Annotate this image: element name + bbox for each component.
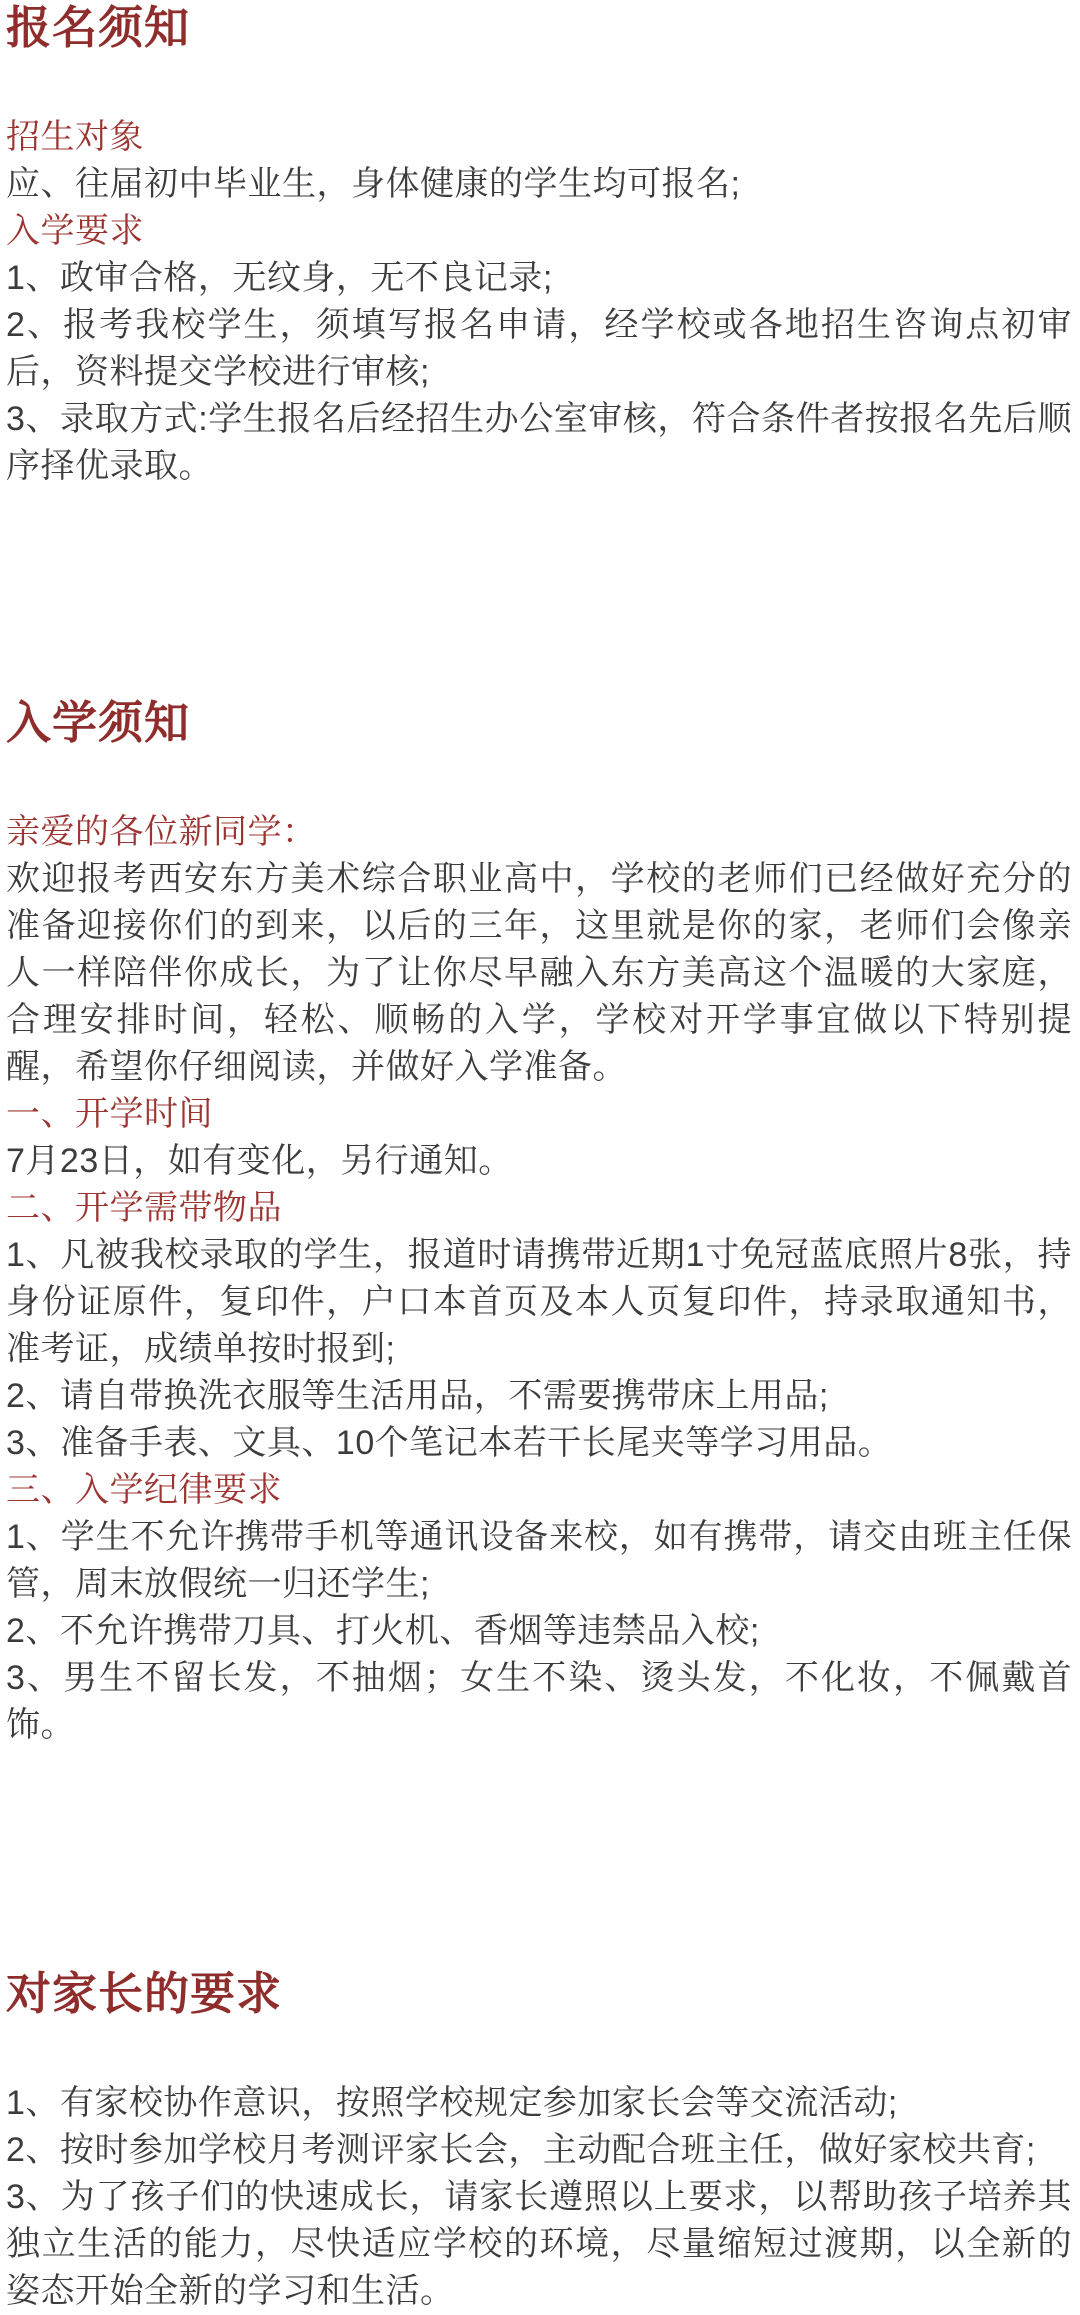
- subheading-items-to-bring: 二、开学需带物品: [6, 1189, 282, 1227]
- notice-line: 2、请自带换洗衣服等生活用品，不需要携带床上用品;: [6, 1377, 829, 1415]
- subheading-dear-students: 亲爱的各位新同学：: [6, 813, 317, 851]
- enrollment-notice-content: [6, 809, 1072, 1749]
- section-parent-requirements: [6, 1970, 1072, 2315]
- subheading-discipline-requirements: 三、入学纪律要求: [6, 1471, 282, 1509]
- notice-line: 3、为了孩子们的快速成长，请家长遵照以上要求，以帮助孩子培养其独立生活的能力，尽快适应学校的环境，尽量缩短过渡期，以全新的姿态开始全新的学习和生活。: [6, 2178, 1072, 2310]
- notice-line: 1、有家校协作意识，按照学校规定参加家长会等交流活动;: [6, 2084, 898, 2122]
- section-enrollment-notice: [6, 699, 1072, 1749]
- notice-line: 7月23日，如有变化，另行通知。: [6, 1142, 513, 1180]
- notice-line: 2、按时参加学校月考测评家长会，主动配合班主任，做好家校共育;: [6, 2131, 1036, 2169]
- notice-line: 1、学生不允许携带手机等通讯设备来校，如有携带，请交由班主任保管，周末放假统一归还学生;: [6, 1518, 1072, 1603]
- notice-line: 2、不允许携带刀具、打火机、香烟等违禁品入校;: [6, 1612, 760, 1650]
- parent-requirements-content: [6, 2080, 1072, 2315]
- notice-line: 2、报考我校学生，须填写报名申请，经学校或各地招生咨询点初审后，资料提交学校进行审核;: [6, 306, 1072, 391]
- notice-line: 欢迎报考西安东方美术综合职业高中，学校的老师们已经做好充分的准备迎接你们的到来，以后的三年，这里就是你的家，老师们会像亲人一样陪伴你成长，为了让你尽早融入东方美高这个温暖的大家庭，合理安排时间，轻松、顺畅的入学，学校对开学事宜做以下特别提醒，希望你仔细阅读，并做好入学准备。: [6, 860, 1072, 1086]
- notice-line: 3、男生不留长发，不抽烟；女生不染、烫头发，不化妆，不佩戴首饰。: [6, 1659, 1072, 1744]
- subheading-admission-requirements: 入学要求: [6, 212, 144, 250]
- registration-notice-content: [6, 114, 1072, 490]
- registration-notice-title: 报名须知: [6, 2, 191, 53]
- section-registration-notice: [6, 4, 1072, 490]
- notice-line: 应、往届初中毕业生，身体健康的学生均可报名;: [6, 165, 741, 203]
- notice-line: 3、录取方式:学生报名后经招生办公室审核，符合条件者按报名先后顺序择优录取。: [6, 400, 1072, 485]
- notice-line: 1、凡被我校录取的学生，报道时请携带近期1寸免冠蓝底照片8张，持身份证原件，复印件，户口本首页及本人页复印件，持录取通知书，准考证，成绩单按时报到;: [6, 1236, 1072, 1368]
- notice-line: 3、准备手表、文具、10个笔记本若干长尾夹等学习用品。: [6, 1424, 893, 1462]
- notice-line: 1、政审合格，无纹身，无不良记录;: [6, 259, 553, 297]
- enrollment-notice-title: 入学须知: [6, 697, 191, 748]
- subheading-school-start-time: 一、开学时间: [6, 1095, 213, 1133]
- subheading-enrollment-target: 招生对象: [6, 118, 144, 156]
- parent-requirements-title: 对家长的要求: [6, 1968, 283, 2019]
